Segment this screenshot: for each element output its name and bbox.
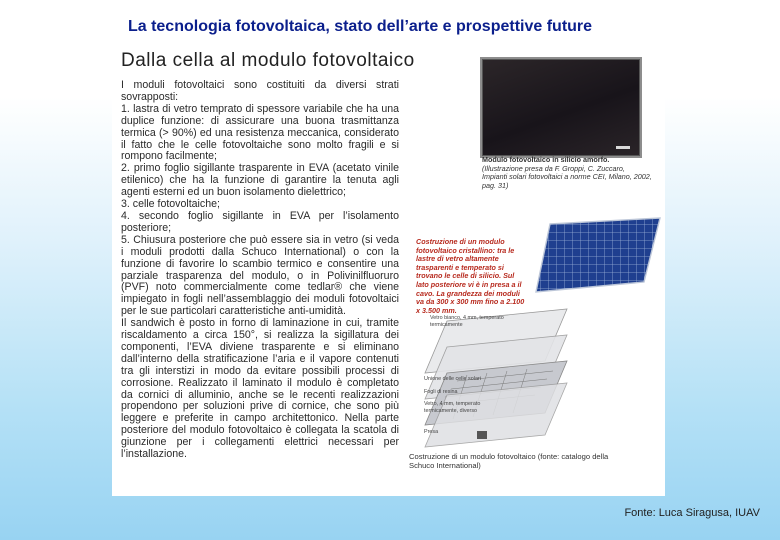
layer-label-cells: Unione delle celle solari [424,376,481,382]
caption-layers: Costruzione di un modulo fotovoltaico (fonte: catalogo della Schuco International) [409,452,609,470]
paragraph-item-4: 4. secondo foglio sigillante in EVA per l’isolamento posteriore; [121,209,399,234]
scanned-page [112,48,665,496]
layer-label-socket: Presa [424,429,439,435]
paragraph-item-3: 3. celle fotovoltaiche; [121,198,220,211]
crystalline-module-image [532,216,662,294]
slide-title: La tecnologia fotovoltaica, stato dell’arte e prospettive future [127,18,593,35]
layer-label-glass-top: Vetro bianco, 4 mm, temperato termicamente [430,315,504,328]
paragraph-sandwich: Il sandwich è posto in forno di laminazione in cui, tramite riscaldamento a circa 150°, si realizza la sigillatura dei componenti, l’EVA diviene trasparente e si eliminano dall’interno della stratificazione l’aria e il vapore contenuti tra gli interstizi in modo da evitare possibili processi di corrosione. Realizzato il laminato il modulo è completato da cornici di alluminio, anche se le recenti realizzazioni propendono per soluzioni prive di cornice, che sono più leggere e preferite in campo architettonico. Nella parte posteriore del modulo fotovoltaico è collegata la scatola di giunzione per i collegamenti elettrici necessari per l’installazione. [121,317,399,461]
layer-label-resin: Fogli di resina [424,389,458,395]
caption-amorphous-detail: (Illustrazione presa da F. Groppi, C. Zuccaro, Impianti solari fotovoltaici a norme CEI, Milano, 2002, pag. 31) [482,163,652,190]
caption-amorphous-title: Modulo fotovoltaico in silicio amorfo. [482,155,610,164]
layer-label-glass-bottom: Vetro, 4 mm, temperato termicamente, diverso [424,401,481,414]
amorphous-module-image [480,57,642,158]
scan-heading: Dalla cella al modulo fotovoltaico [121,50,415,71]
caption-amorphous [482,156,652,190]
caption-crystalline: Costruzione di un modulo fotovoltaico cristallino: tra le lastre di vetro altamente trasparenti e temperato si trovano le celle di silicio. Sul lato posteriore vi è in presa a il cavo. La grandezza dei moduli va da 300 x 300 mm fino a 2.100 x 3.500 mm. [416,237,525,315]
paragraph-intro: I moduli fotovoltaici sono costituiti da diversi strati sovrapposti: [121,79,399,103]
paragraph-item-1: 1. lastra di vetro temprato di spessore variabile che ha una duplice funzione: di assicurare una buona trasmittanza termica (> 90%) ed una resistenza meccanica, considerato il fatto che le celle fotovoltaiche sono molto fragili e si rompono facilmente; [121,102,399,163]
paragraph-item-2: 2. primo foglio sigillante trasparente in EVA (acetato vinile etilenico) che ha la funzione di garantire la tenuta agli agenti esterni ed un buon isolamento dielettrico; [121,162,399,199]
source-footer: Fonte: Luca Siragusa, IUAV [624,507,760,519]
junction-box [616,146,630,149]
body-text [121,80,399,461]
paragraph-item-5: 5. Chiusura posteriore che può essere sia in vetro (si veda i moduli prodotti dalla Schuco International) o con la funzione di favorire lo scambio termico e consentire una parziale trasparenza del modulo, o in Polivinilfluoruro (PVF) noto commercialmente come tedlar® che viene impiegato in fogli nell’assemblaggio dei moduli fotovoltaici per le sue particolari caratteristiche anti-umidità. [121,233,399,318]
